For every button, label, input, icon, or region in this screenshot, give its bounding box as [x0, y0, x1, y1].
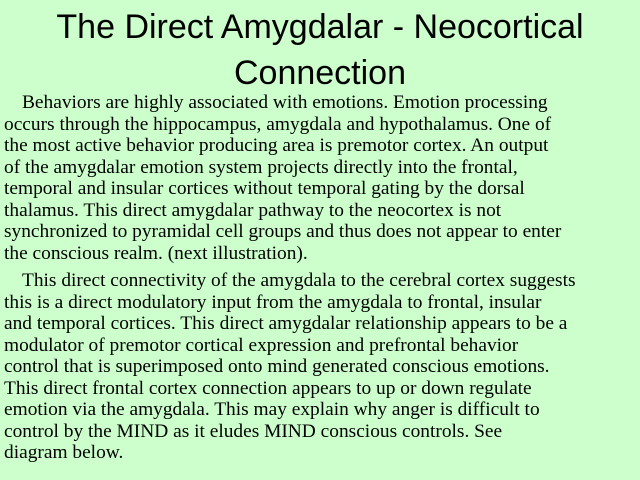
text-line: temporal and insular cortices without temporal gating by the dorsal [4, 178, 525, 199]
text-line: control by the MIND as it eludes MIND conscious controls. See [4, 420, 503, 442]
text-line: of the amygdalar emotion system projects directly into the frontal, [4, 156, 518, 178]
text-line: This direct connectivity of the amygdala to the cerebral cortex suggests [22, 270, 576, 291]
title-line-1: The Direct Amygdalar - Neocortical [56, 8, 584, 46]
text-line: Behaviors are highly associated with emotions. Emotion processing [22, 92, 548, 113]
text-line: This direct frontal cortex connection appears to up or down regulate [4, 377, 532, 399]
text-line: occurs through the hippocampus, amygdala and hypothalamus. One of [4, 113, 552, 135]
text-line: control that is superimposed onto mind generated conscious emotions. [4, 356, 550, 377]
paragraph-2 [4, 270, 636, 464]
slide-title [0, 4, 640, 96]
text-line: and temporal cortices. This direct amygdalar relationship appears to be a [4, 313, 568, 334]
paragraph-1 [4, 92, 636, 264]
text-line: emotion via the amygdala. This may explain why anger is difficult to [4, 399, 540, 420]
text-line: diagram below. [4, 442, 124, 463]
text-line: the most active behavior producing area is premotor cortex. An output [4, 135, 549, 156]
text-line: the conscious realm. (next illustration). [4, 242, 308, 264]
slide-body [4, 92, 636, 464]
text-line: modulator of premotor cortical expression and prefrontal behavior [4, 334, 519, 356]
text-line: synchronized to pyramidal cell groups and thus does not appear to enter [4, 221, 562, 242]
title-line-2: Connection [233, 54, 406, 92]
text-line: this is a direct modulatory input from the amygdala to frontal, insular [4, 291, 542, 313]
text-line: thalamus. This direct amygdalar pathway to the neocortex is not [4, 199, 502, 221]
